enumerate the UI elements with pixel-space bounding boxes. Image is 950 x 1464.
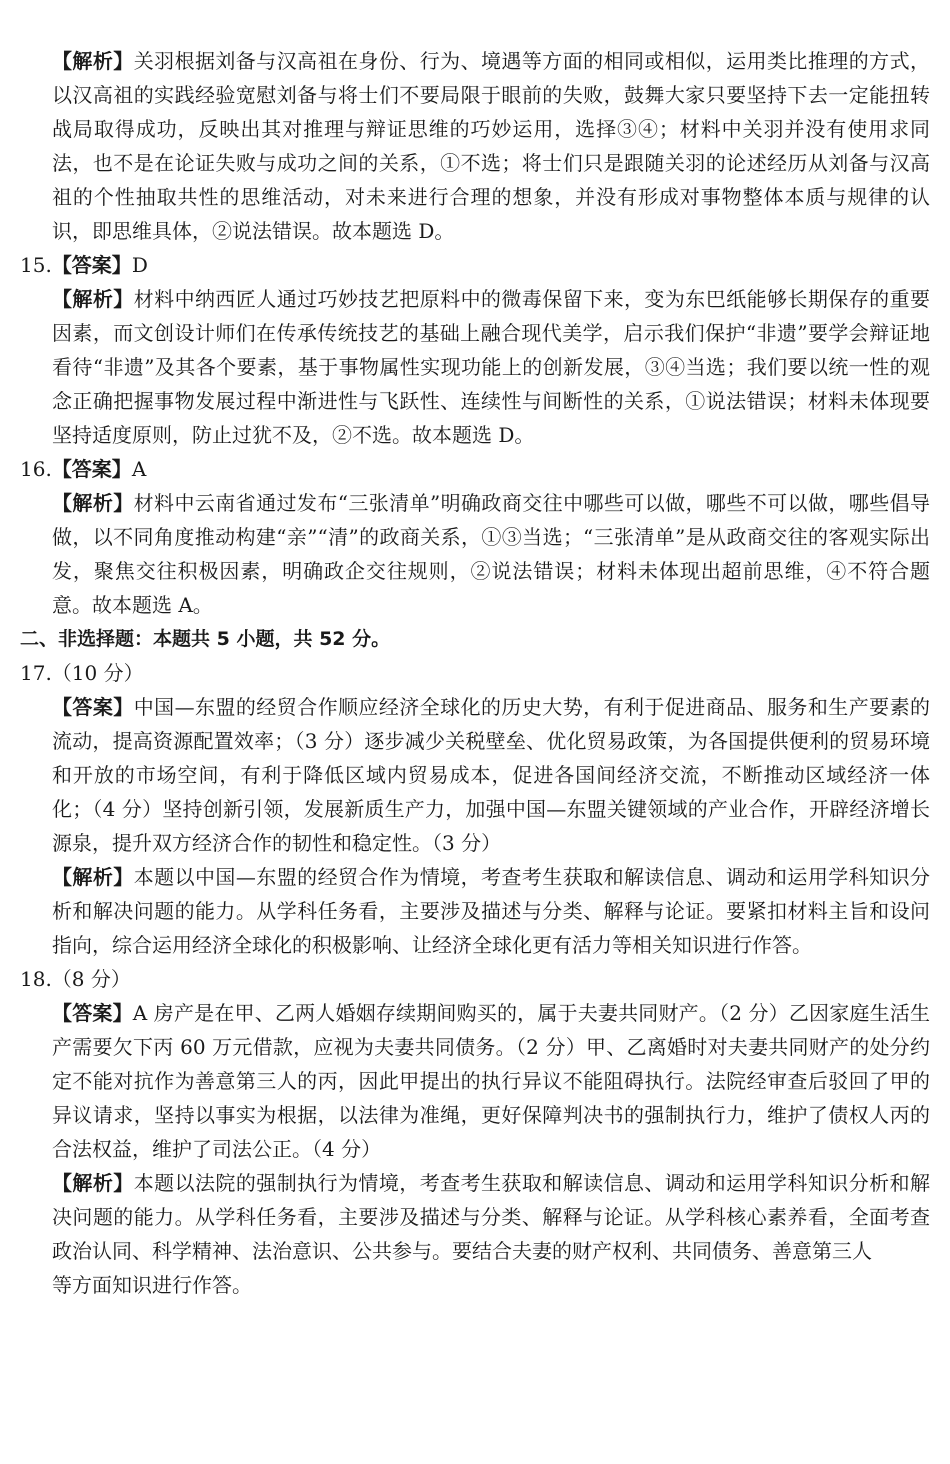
q15-answer: D <box>131 253 148 277</box>
question-number: 16. <box>20 457 52 481</box>
q18-cut-line: 等方面知识进行作答。 <box>52 1273 252 1297</box>
q18-analysis-text: 本题以法院的强制执行为情境，考查考生获取和解读信息、调动和运用学科知识分析和解决问题的能力。从学科任务看，主要涉及描述与分类、解释与论证。从学科核心素养看，全面考查政治认同、科学精神、法治意识、公共参与。要结合夫妻的财产权利、共同债务、善意第三人 <box>52 1171 931 1263</box>
q18-answer-text: A 房产是在甲、乙两人婚姻存续期间购买的，属于夫妻共同财产。（2 分）乙因家庭生活生产需要欠下丙 60 万元借款，应视为夫妻共同债务。（2 分）甲、乙离婚时对夫妻共同财产的处分约定不能对抗作为善意第三人的丙，因此甲提出的执行异议不能阻碍执行。法院经审查后驳回了甲的异议请求，坚持以事实为根据，以法律为准绳，更好保障判决书的强制执行力，维护了债权人丙的合法权益，维护了司法公正。（4 分） <box>52 1001 931 1161</box>
q18-answer <box>52 996 930 1166</box>
q14-block <box>20 44 930 248</box>
analysis-tag: 【解析】 <box>52 287 134 311</box>
q18-block <box>20 962 931 1297</box>
q17-answer-text: 中国—东盟的经贸合作顺应经济全球化的历史大势，有利于促进商品、服务和生产要素的流动，提高资源配置效率；（3 分）逐步减少关税壁垒、优化贸易政策，为各国提供便利的贸易环境和开放的市场空间，有利于降低区域内贸易成本，促进各国间经济交流，不断推动区域经济一体化；（4 分）坚持创新引领，发展新质生产力，加强中国—东盟关键领域的产业合作，开辟经济增长源泉，提升双方经济合作的韧性和稳定性。（3 分） <box>52 695 931 855</box>
analysis-tag: 【解析】 <box>52 865 134 889</box>
q17-answer <box>52 690 930 860</box>
analysis-tag: 【解析】 <box>52 49 134 73</box>
q15-analysis-text: 材料中纳西匠人通过巧妙技艺把原料中的微毒保留下来，变为东巴纸能够长期保存的重要因素，而文创设计师们在传承传统技艺的基础上融合现代美学，启示我们保护“非遗”要学会辩证地看待“非遗”及其各个要素，基于事物属性实现功能上的创新发展，③④当选；我们要以统一性的观念正确把握事物发展过程中渐进性与飞跃性、连续性与间断性的关系，①说法错误；材料未体现要坚持适度原则，防止过犹不及，②不选。故本题选 D。 <box>52 287 931 447</box>
q18-header: 18.（8 分） <box>20 967 131 991</box>
q15-answer-line <box>20 248 930 282</box>
section-title: 二、非选择题：本题共 5 小题，共 52 分。 <box>20 628 391 650</box>
q16-analysis <box>52 486 930 622</box>
q17-analysis <box>52 860 930 962</box>
q17-block <box>20 656 930 962</box>
q17-analysis-text: 本题以中国—东盟的经贸合作为情境，考查考生获取和解读信息、调动和运用学科知识分析和解决问题的能力。从学科任务看，主要涉及描述与分类、解释与论证。要紧扣材料主旨和设问指向，综合运用经济全球化的积极影响、让经济全球化更有活力等相关知识进行作答。 <box>52 865 931 957</box>
q18-analysis <box>52 1166 930 1268</box>
answer-tag: 【答案】 <box>51 457 132 481</box>
answer-tag: 【答案】 <box>52 1001 133 1025</box>
question-number: 15. <box>20 253 52 277</box>
answer-tag: 【答案】 <box>51 253 132 277</box>
page-bottom-margin <box>0 1392 950 1464</box>
analysis-tag: 【解析】 <box>52 1171 134 1195</box>
q16-answer-line <box>20 452 930 486</box>
q14-analysis <box>52 44 930 248</box>
q16-analysis-text: 材料中云南省通过发布“三张清单”明确政商交往中哪些可以做，哪些不可以做，哪些倡导做，以不同角度推动构建“亲”“清”的政商关系，①③当选；“三张清单”是从政商交往的客观实际出发，聚焦交往积极因素，明确政企交往规则，②说法错误；材料未体现出超前思维，④不符合题意。故本题选 A。 <box>52 491 931 617</box>
q16-answer: A <box>131 457 147 481</box>
q15-analysis <box>52 282 930 452</box>
q17-header: 17.（10 分） <box>20 661 144 685</box>
q14-analysis-text: 关羽根据刘备与汉高祖在身份、行为、境遇等方面的相同或相似，运用类比推理的方式，以汉高祖的实践经验宽慰刘备与将士们不要局限于眼前的失败，鼓舞大家只要坚持下去一定能扭转战局取得成功，反映出其对推理与辩证思维的巧妙运用，选择③④；材料中关羽并没有使用求同法，也不是在论证失败与成功之间的关系，①不选；将士们只是跟随关羽的论述经历从刘备与汉高祖的个性抽取共性的思维活动，对未来进行合理的想象，并没有形成对事物整体本质与规律的认识，即思维具体，②说法错误。故本题选 D。 <box>52 49 931 243</box>
analysis-tag: 【解析】 <box>52 491 134 515</box>
q15-block <box>20 248 930 452</box>
answer-tag: 【答案】 <box>52 695 134 719</box>
q16-block <box>20 452 930 622</box>
